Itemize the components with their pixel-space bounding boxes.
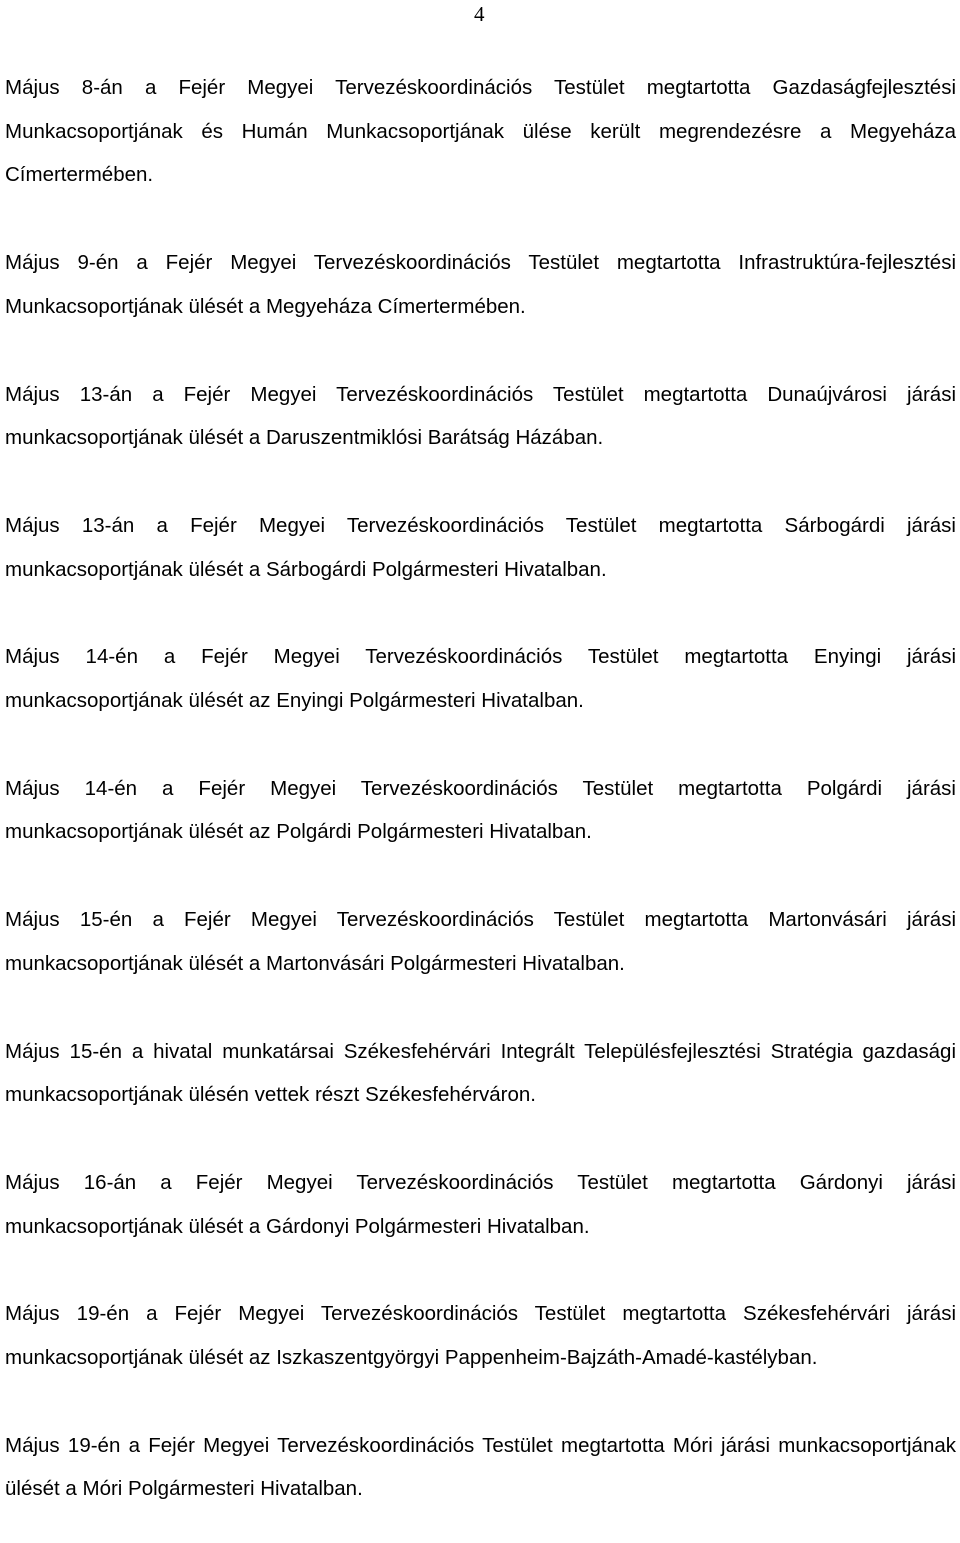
page-number: 4	[474, 2, 485, 26]
paragraph: Május 14-én a Fejér Megyei Tervezéskoordinációs Testület megtartotta Enyingi járási munkacsoportjának ülését az Enyingi Polgármesteri Hivatalban.	[5, 645, 956, 713]
paragraph: Május 8-án a Fejér Megyei Tervezéskoordinációs Testület megtartotta Gazdaságfejlesztési Munkacsoportjának és Humán Munkacsoportjának ülése került megrendezésre a Megyeháza Címertermében.	[5, 76, 956, 187]
paragraph: Május 19-én a Fejér Megyei Tervezéskoordinációs Testület megtartotta Móri járási munkacsoportjának ülését a Móri Polgármesteri Hivatalban.	[5, 1433, 956, 1501]
paragraph: Május 9-én a Fejér Megyei Tervezéskoordinációs Testület megtartotta Infrastruktúra-fejlesztési Munkacsoportjának ülését a Megyeháza Címertermében.	[5, 251, 956, 318]
paragraph: Május 15-én a hivatal munkatársai Székesfehérvári Integrált Településfejlesztési Stratégia gazdasági munkacsoportjának ülésén vettek részt Székesfehérváron.	[5, 1039, 956, 1107]
paragraph: Május 14-én a Fejér Megyei Tervezéskoordinációs Testület megtartotta Polgárdi járási munkacsoportjának ülését az Polgárdi Polgármesteri Hivatalban.	[5, 776, 956, 844]
paragraph: Május 13-án a Fejér Megyei Tervezéskoordinációs Testület megtartotta Dunaújvárosi járási munkacsoportjának ülését a Daruszentmiklósi Barátság Házában.	[5, 382, 956, 450]
paragraph: Május 19-én a Fejér Megyei Tervezéskoordinációs Testület megtartotta Székesfehérvári járási munkacsoportjának ülését az Iszkaszentgyörgyi Pappenheim-Bajzáth-Amadé-kastélyban.	[5, 1302, 956, 1370]
paragraph: Május 13-án a Fejér Megyei Tervezéskoordinációs Testület megtartotta Sárbogárdi járási munkacsoportjának ülését a Sárbogárdi Polgármesteri Hivatalban.	[5, 513, 956, 581]
document-body	[5, 66, 956, 1511]
paragraph: Május 15-én a Fejér Megyei Tervezéskoordinációs Testület megtartotta Martonvásári járási munkacsoportjának ülését a Martonvásári Polgármesteri Hivatalban.	[5, 908, 956, 975]
paragraph: Május 16-án a Fejér Megyei Tervezéskoordinációs Testület megtartotta Gárdonyi járási munkacsoportjának ülését a Gárdonyi Polgármesteri Hivatalban.	[5, 1170, 956, 1238]
